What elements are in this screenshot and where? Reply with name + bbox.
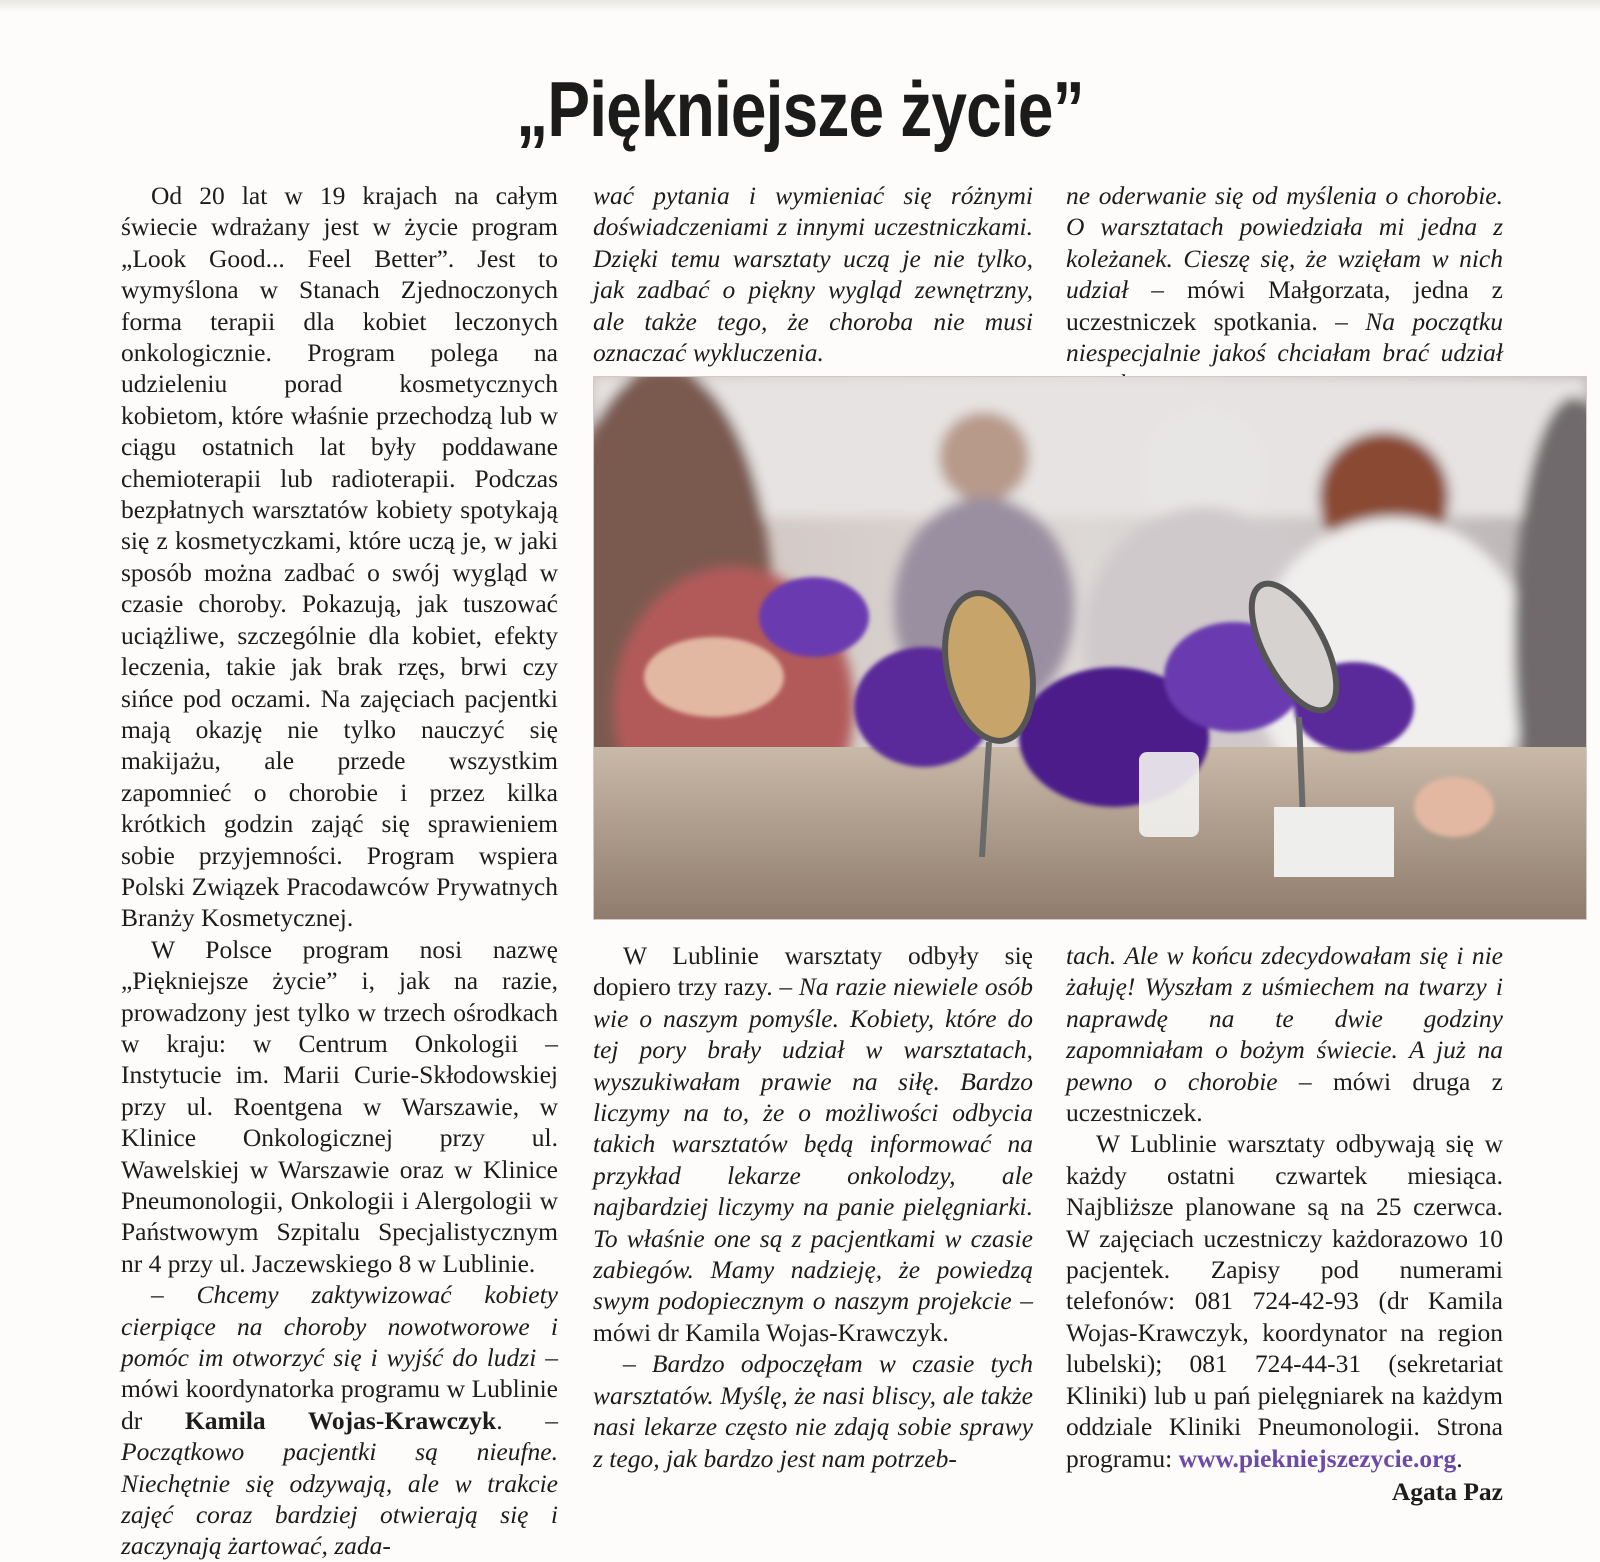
column-2-top <box>593 180 1033 368</box>
attribution-text: – mówi koordynatorka programu w Lublinie dr <box>121 1343 559 1435</box>
paragraph-intro: Od 20 lat w 19 krajach na całym świecie wdrażany jest w życie program „Look Good... Feel Better”. Jest to wymyślona w Stanach Zjednoczonych forma terapii dla kobiet leczonych onkologicznie. Program polega na udzieleniu porad kosmetycznych kobietom, które właśnie przechodzą lub w ciągu ostatnich lat były poddawane chemioterapii lub radioterapii. Podczas bezpłatnych warsztatów kobiety spotykają się z kosmetyczkami, które uczą je, w jaki sposób można zadbać o swój wygląd w czasie choroby. Pokazują, jak tuszować uciążliwe, szczególnie dla kobiet, efekty leczenia, takie jak brak rzęs, brwi czy sińce pod oczami. Na zajęciach pacjentki mają okazję nie tylko nauczyć się makijażu, ale przede wszystkim zapomnieć o chorobie i przez kilka krótkich godzin zająć się sprawieniem sobie przyjemności. Program wspiera Polski Związek Pracodawców Prywatnych Branży Kosmetycznej. <box>121 181 558 933</box>
separator-text: . – <box>496 1405 559 1435</box>
attribution-text: – mówi dr Kamila Wojas-Krawczyk. <box>593 1286 1033 1347</box>
paragraph-participant-quote-end <box>1066 940 1503 1128</box>
quote-text: – Bardzo odpoczęłam w czasie tych warsztatów. Myślę, że nasi bliscy, ale także nasi lekarze często nie zdają sobie sprawy z tego, jak bardzo jest nam potrzeb- <box>593 1349 1033 1473</box>
quote-continuation: Początkowo pacjentki są nieufne. Niechętnie się odzywają, ale w trakcie zajęć coraz bardziej otwierają się i zaczynają żartować, zada- <box>121 1437 558 1561</box>
paragraph-continuation <box>593 180 1033 368</box>
attribution-text: – mówi Małgorzata, jedna z uczestniczek spotkania. – <box>1066 275 1503 336</box>
column-1 <box>121 180 559 1561</box>
quote-text: ne oderwanie się od myślenia o chorobie. O warsztatach powiedziała mi jedna z koleżanek. Cieszę się, że wzięłam w nich udział <box>1066 181 1503 305</box>
url-end: . <box>1456 1443 1463 1473</box>
paragraph-malgorzata <box>1066 180 1503 400</box>
column-2-bottom <box>593 940 1033 1473</box>
article-title: „Piękniejsze życie” <box>516 65 1084 153</box>
column-3-top <box>1066 180 1504 368</box>
paragraph-contact-info <box>1066 1128 1503 1473</box>
lead-text: W Lublinie warsztaty odbyły się dopiero trzy razy. – <box>593 941 1033 1002</box>
paragraph-quote-coordinator <box>121 1279 558 1562</box>
workshop-photo-illustration <box>594 377 1586 919</box>
coordinator-name: Kamila Wojas-Krawczyk <box>184 1405 497 1435</box>
quote-text: – Chcemy zaktywizować kobiety cierpiące na choroby nowotworowe i pomóc im otworzyć się i wyjść do ludzi <box>121 1280 558 1373</box>
quote-text: Na razie niewiele osób wie o naszym pomyśle. Kobiety, które do tej pory brały udział w warsztatach, wyszukiwałam prawie na siłę. Bardzo liczymy na to, że o możliwości odbycia takich warsztatów będą informować na przykład lekarze onkolodzy, ale najbardziej liczymy na panie pielęgniarki. To właśnie one są z pacjentkami w czasie zabiegów. Mamy nadzieję, że powiedzą swym podopiecznym o naszym projekcie <box>593 972 1033 1316</box>
attribution-text: – mówi druga z uczestniczek. <box>1066 1066 1503 1128</box>
author-signature: Agata Paz <box>1391 1476 1503 1506</box>
program-website-link[interactable]: www.piekniejszezycie.org <box>1178 1443 1457 1473</box>
column-3-bottom <box>1066 940 1503 1506</box>
quote-text: tach. Ale w końcu zdecydowałam się i nie żałuję! Wyszłam z uśmiechem na twarzy i naprawdę na te dwie godziny zapomniałam o bożym świecie. A już na pewno o chorobie <box>1066 941 1503 1096</box>
contact-text: W Lublinie warsztaty odbywają się w każdy ostatni czwartek miesiąca. Najbliższe planowane są na 25 czerwca. W zajęciach uczestniczy każdorazowo 10 pacjentek. Zapisy pod numerami telefonów: 081 724-42-93 (dr Kamila Wojas-Krawczyk, koordynator na region lubelski); 081 724-44-31 (sekretariat Kliniki) lub u pań pielęgniarek na każdym oddziale Kliniki Pneumonologii. Strona programu: <box>1066 1129 1503 1473</box>
paragraph-poland: W Polsce program nosi nazwę „Piękniejsze życie” i, jak na razie, prowadzony jest tylko w trzech ośrodkach w kraju: w Centrum Onkologii – Instytucie im. Marii Curie-Skłodowskiej przy ul. Roentgena w Warszawie, w Klinice Onkologicznej przy ul. Wawelskiej w Warszawie oraz w Klinice Pneumonologii, Onkologii i Alergologii w Państwowym Szpitalu Specjalistycznym nr 4 przy ul. Jaczewskiego 8 w Lublinie. <box>121 934 558 1278</box>
paragraph-lublin-workshops <box>593 940 1033 1348</box>
paragraph-participant-quote <box>593 1348 1033 1474</box>
scan-edge <box>0 0 1600 12</box>
quote-text: Na początku niespecjalnie jakoś chciałam brać udział <box>1066 306 1504 368</box>
workshop-photo <box>593 376 1587 920</box>
quote-continuation: wać pytania i wymieniać się różnymi doświadczeniami z innymi uczestniczkami. Dzięki temu warsztaty uczą je nie tylko, jak zadbać o piękny wygląd zewnętrzny, ale także tego, że choroba nie musi oznaczać wykluczenia. <box>593 181 1033 368</box>
